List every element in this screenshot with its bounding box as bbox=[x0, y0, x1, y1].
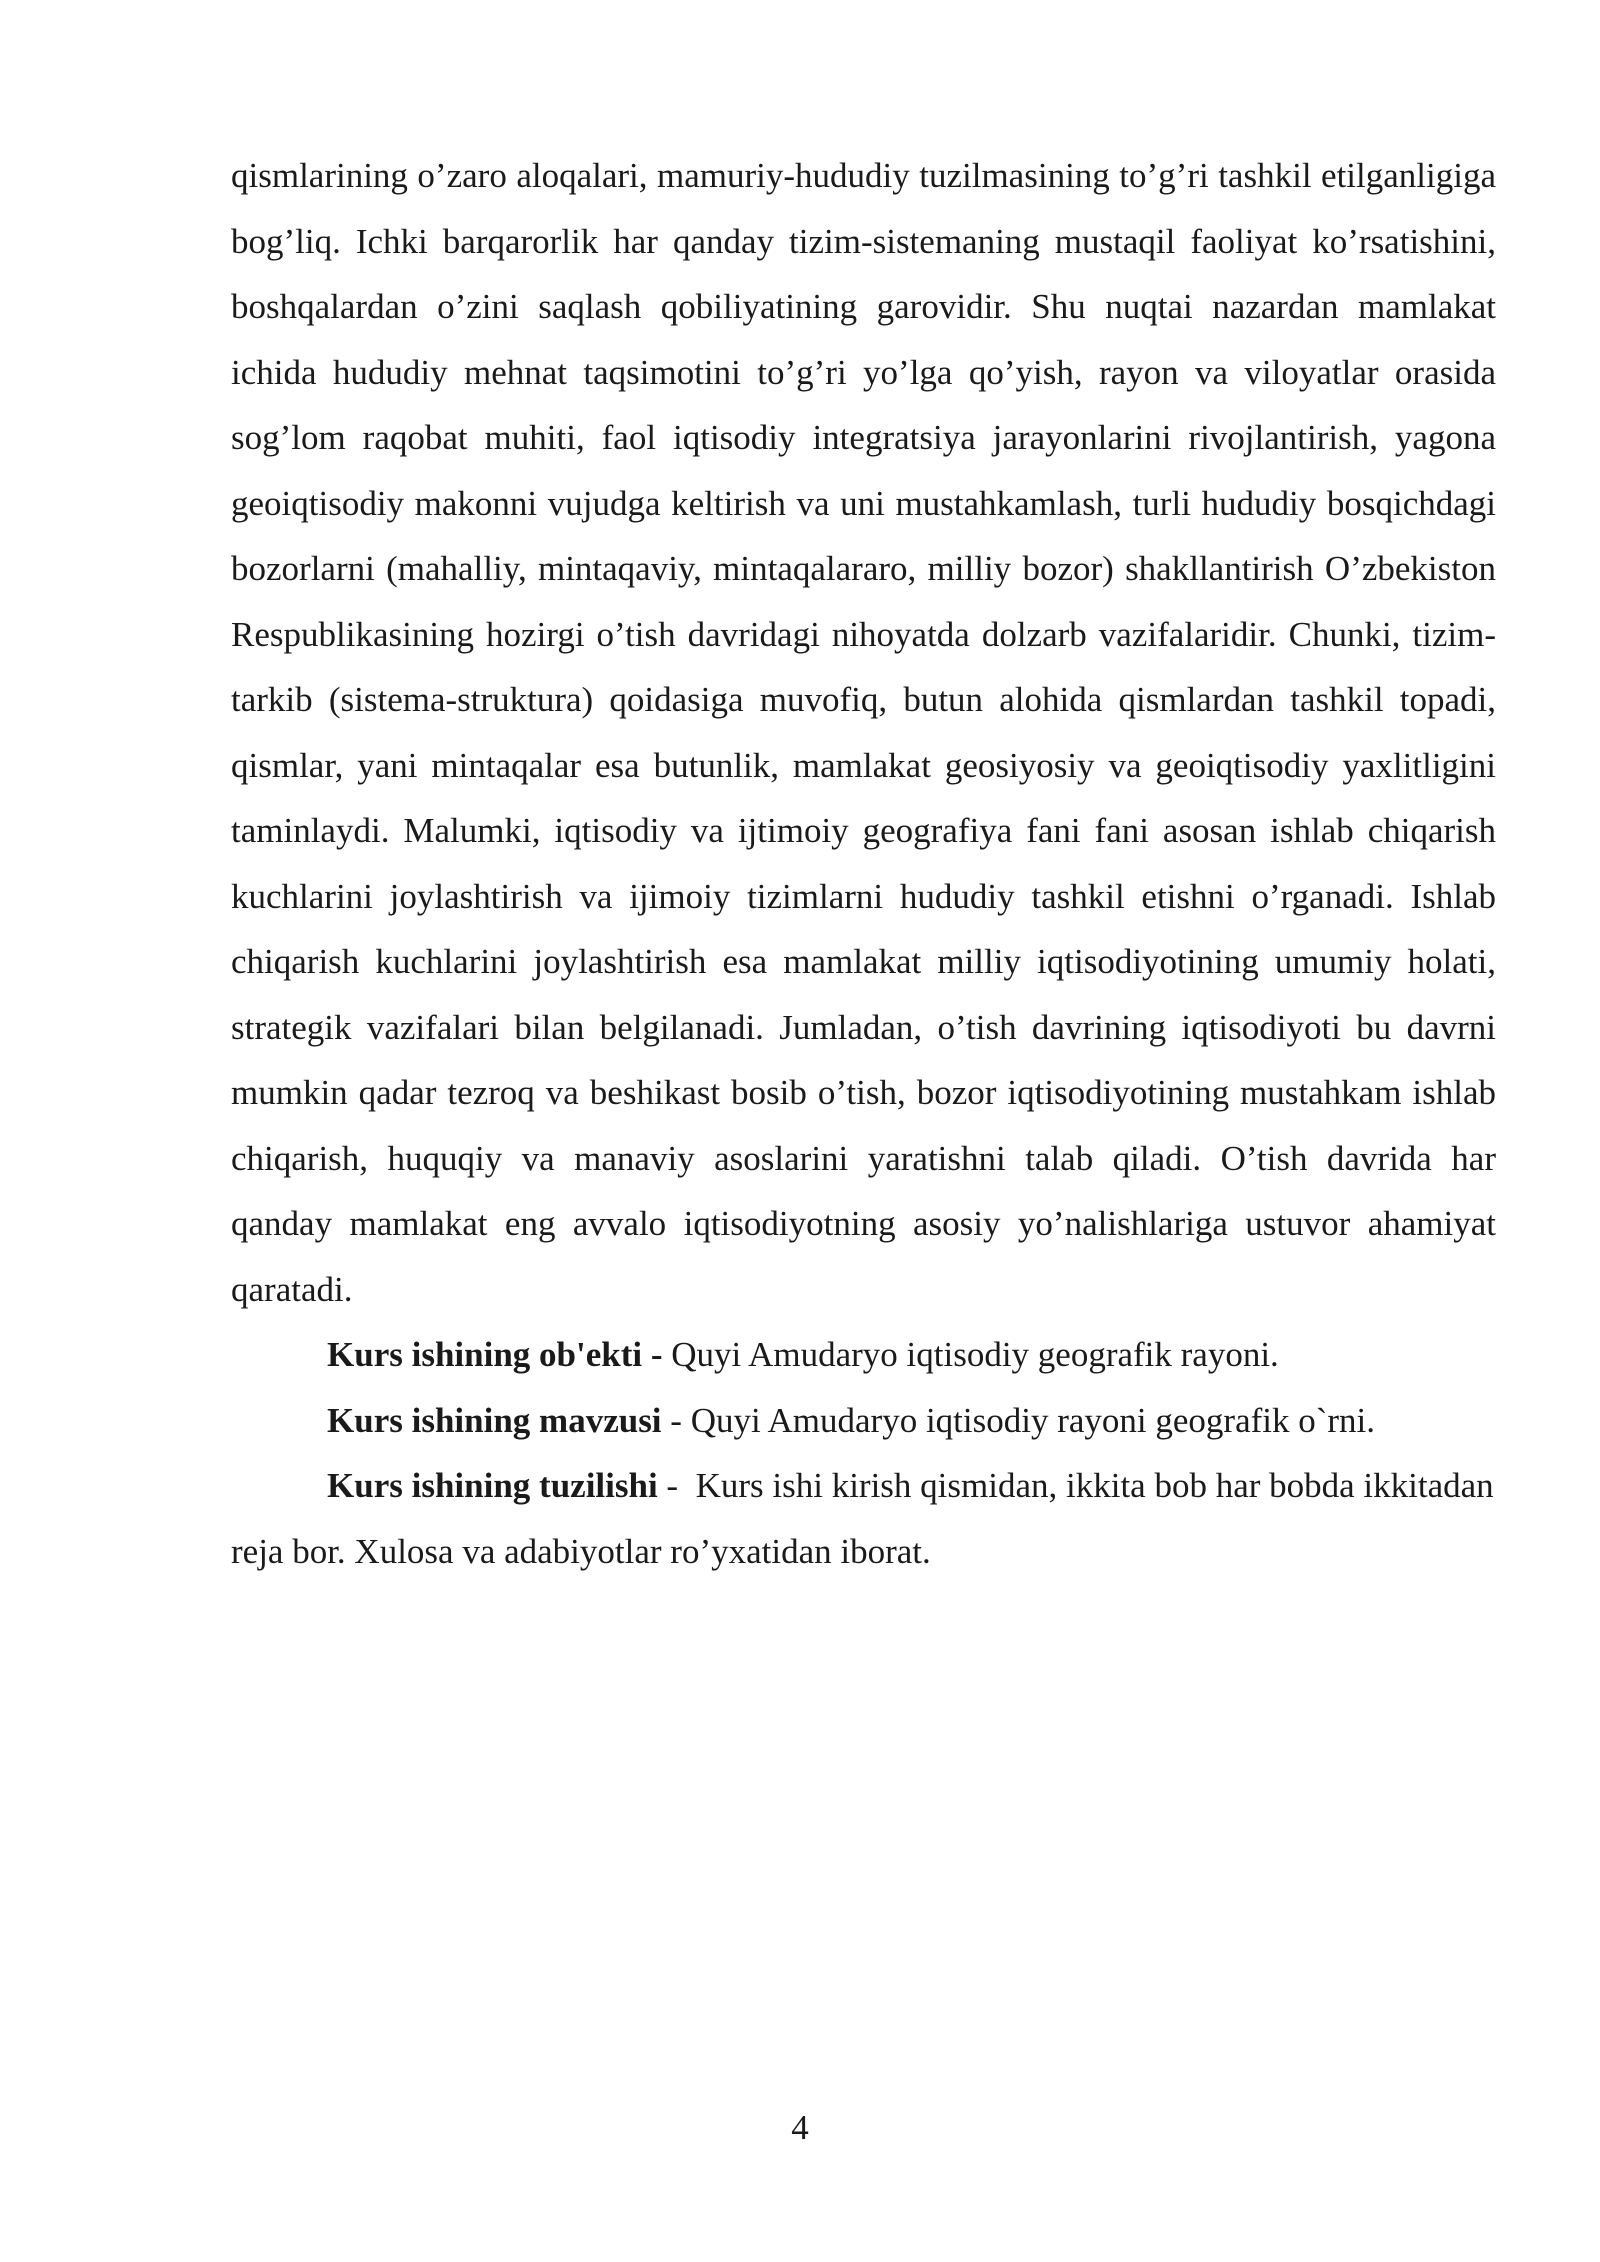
course-object-line bbox=[231, 1322, 1496, 1388]
course-structure-text: Kurs ishi kirish qismidan, ikkita bob har bobda ikkitadan reja bor. Xulosa va adabiyotlar ro’yxatidan iborat. bbox=[231, 1466, 1494, 1571]
course-object-text: Quyi Amudaryo iqtisodiy geografik rayoni. bbox=[671, 1335, 1279, 1374]
course-topic-label: Kurs ishining mavzusi bbox=[327, 1400, 662, 1440]
course-topic-separator: - bbox=[661, 1400, 691, 1440]
course-structure-separator: - bbox=[657, 1466, 696, 1505]
course-structure-label: Kurs ishining tuzilishi bbox=[327, 1466, 658, 1505]
page-number: 4 bbox=[791, 2108, 809, 2147]
course-topic-text: Quyi Amudaryo iqtisodiy rayoni geografik o`rni. bbox=[690, 1400, 1376, 1440]
course-object-separator: - bbox=[642, 1335, 672, 1374]
course-object-label: Kurs ishining ob'ekti bbox=[327, 1335, 643, 1374]
document-body bbox=[231, 143, 1496, 1584]
course-topic-line bbox=[231, 1388, 1496, 1454]
main-paragraph: qismlarining o’zaro aloqalari, mamuriy-hududiy tuzilmasining to’g’ri tashkil etilganligiga bog’liq. Ichki barqarorlik har qanday tizim-sistemaning mustaqil faoliyat ko’rsatishini, boshqalardan o’zini saqlash qobiliyatining garovidir. Shu nuqtai nazardan mamlakat ichida hududiy mehnat taqsimotini to’g’ri yo’lga qo’yish, rayon va viloyatlar orasida sog’lom raqobat muhiti, faol iqtisodiy integratsiya jarayonlarini rivojlantirish, yagona geoiqtisodiy makonni vujudga keltirish va uni mustahkamlash, turli hududiy bosqichdagi bozorlarni (mahalliy, mintaqaviy, mintaqalararo, milliy bozor) shakllantirish O’zbekiston Respublikasining hozirgi o’tish davridagi nihoyatda dolzarb vazifalaridir. Chunki, tizim-tarkib (sistema-struktura) qoidasiga muvofiq, butun alohida qismlardan tashkil topadi, qismlar, yani mintaqalar esa butunlik, mamlakat geosiyosiy va geoiqtisodiy yaxlitligini taminlaydi. Malumki, iqtisodiy va ijtimoiy geografiya fani fani asosan ishlab chiqarish kuchlarini joylashtirish va ijimoiy tizimlarni hududiy tashkil etishni o’rganadi. Ishlab chiqarish kuchlarini joylashtirish esa mamlakat milliy iqtisodiyotining umumiy holati, strategik vazifalari bilan belgilanadi. Jumladan, o’tish davrining iqtisodiyoti bu davrni mumkin qadar tezroq va beshikast bosib o’tish, bozor iqtisodiyotining mustahkam ishlab chiqarish, huquqiy va manaviy asoslarini yaratishni talab qiladi. O’tish davrida har qanday mamlakat eng avvalo iqtisodiyotning asosiy yo’nalishlariga ustuvor ahamiyat qaratadi. bbox=[231, 156, 1496, 1309]
course-structure-line bbox=[231, 1453, 1496, 1584]
